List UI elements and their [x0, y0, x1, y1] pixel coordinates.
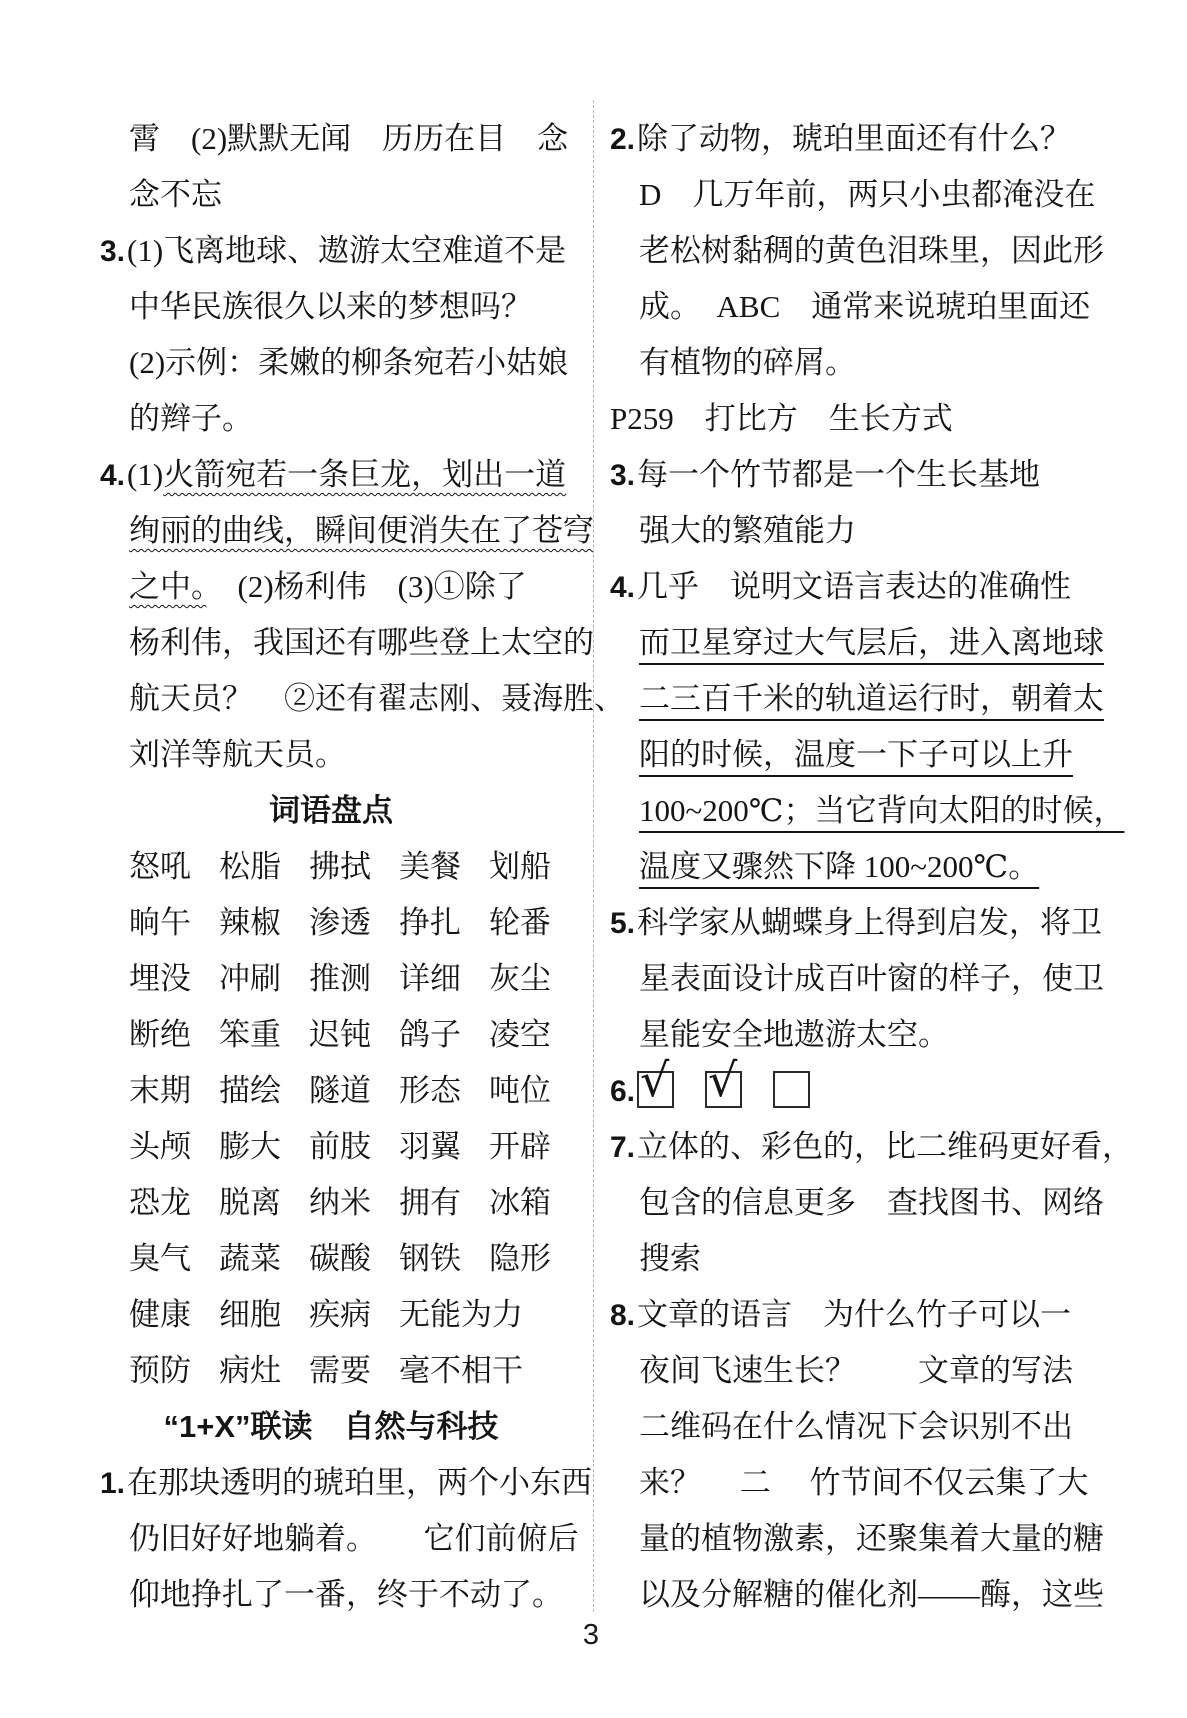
item-number: 8. [610, 1299, 636, 1332]
text-line [100, 1567, 562, 1623]
text-line [610, 279, 1090, 335]
text-segment: 每一个竹节都是一个生长基地 [637, 457, 1041, 492]
text-segment: 搜索 [639, 1241, 701, 1276]
word-item: 毫不相干 [399, 1353, 523, 1388]
item-number: 3. [100, 235, 126, 268]
word-item: 凌空 [489, 1017, 551, 1052]
text-line [100, 1119, 562, 1175]
column-divider [593, 100, 594, 1612]
word-item: 笨重 [219, 1017, 281, 1052]
word-item: 松脂 [219, 849, 281, 884]
text-line [100, 167, 562, 223]
word-item: 拥有 [399, 1185, 461, 1220]
word-item: 健康 [129, 1297, 191, 1332]
word-item: 隐形 [489, 1241, 551, 1276]
word-item: 纳米 [309, 1185, 371, 1220]
text-segment: 仰地挣扎了一番，终于不动了。 [129, 1577, 563, 1612]
text-line [610, 615, 1104, 671]
text-segment: 文章的语言 为什么竹子可以一 [637, 1297, 1072, 1332]
text-line [610, 1343, 1090, 1399]
text-line [100, 335, 569, 391]
text-line [100, 615, 594, 671]
text-line [100, 1231, 562, 1287]
text-segment: 有植物的碎屑。 [639, 345, 856, 380]
text-segment: 的辫子。 [129, 401, 253, 436]
checkbox-group [637, 1053, 841, 1108]
word-item: 头颅 [129, 1129, 191, 1164]
text-line [610, 1053, 1090, 1119]
text-line [610, 1231, 1090, 1287]
text-line [100, 447, 567, 503]
word-item: 描绘 [219, 1073, 281, 1108]
word-item: 详细 [399, 961, 461, 996]
text-line [100, 1287, 562, 1343]
text-line [100, 1063, 562, 1119]
word-item: 病灶 [219, 1353, 281, 1388]
text-segment: 仍旧好好地躺着。 它们前俯后 [129, 1521, 579, 1556]
word-item: 恐龙 [129, 1185, 191, 1220]
word-item: 灰尘 [489, 961, 551, 996]
item-number: 6. [610, 1075, 636, 1108]
text-line [610, 1455, 1090, 1511]
text-segment: (2)杨利伟 (3)①除了 [206, 569, 527, 604]
page-number: 3 [582, 1619, 600, 1651]
text-line [100, 223, 567, 279]
text-segment: 除了动物，琥珀里面还有什么？ [637, 121, 1072, 156]
text-segment: 来？ 二 竹节间不仅云集了大 [639, 1465, 1089, 1500]
item-number: 3. [610, 459, 636, 492]
text-line [610, 1287, 1090, 1343]
word-item: 迟钝 [309, 1017, 371, 1052]
text-segment: 100~200℃；当它背向太阳的时候， [639, 793, 1125, 828]
left-column [100, 111, 625, 1623]
checkbox [773, 1071, 810, 1108]
text-line [610, 1399, 1090, 1455]
checkbox [637, 1053, 674, 1108]
item-number: 5. [610, 907, 636, 940]
word-item: 冰箱 [489, 1185, 551, 1220]
text-line [100, 279, 562, 335]
text-line [610, 1175, 1104, 1231]
text-line [610, 839, 1090, 895]
text-line [610, 727, 1090, 783]
item-number: 4. [610, 571, 636, 604]
word-item: 臭气 [129, 1241, 191, 1276]
text-segment: 强大的繁殖能力 [639, 513, 856, 548]
word-item: 脱离 [219, 1185, 281, 1220]
word-item: 开辟 [489, 1129, 551, 1164]
text-line [610, 335, 1090, 391]
text-line [100, 1511, 579, 1567]
word-item: 划船 [489, 849, 551, 884]
text-segment: D 几万年前，两只小虫都淹没在 [639, 177, 1096, 212]
text-line [100, 1455, 593, 1511]
text-line [100, 671, 625, 727]
word-item: 冲刷 [219, 961, 281, 996]
checkmark-icon: √ [640, 1053, 670, 1107]
text-line [100, 111, 569, 167]
checkmark-icon: √ [708, 1053, 738, 1107]
word-item: 疾病 [309, 1297, 371, 1332]
text-segment: (1)飞离地球、遨游太空难道不是 [127, 233, 567, 268]
word-item: 推测 [309, 961, 371, 996]
text-segment: P259 打比方 生长方式 [610, 401, 953, 436]
word-item: 需要 [309, 1353, 371, 1388]
word-item: 晌午 [129, 905, 191, 940]
word-item: 碳酸 [309, 1241, 371, 1276]
text-segment: 星能安全地遨游太空。 [639, 1017, 949, 1052]
word-item: 隧道 [309, 1073, 371, 1108]
text-segment: 之中。 [129, 569, 207, 604]
text-segment: 刘洋等航天员。 [129, 737, 346, 772]
text-line [610, 951, 1104, 1007]
text-line [100, 391, 562, 447]
text-segment: 以及分解糖的催化剂——酶，这些 [639, 1577, 1104, 1612]
word-item: 钢铁 [399, 1241, 461, 1276]
item-number: 4. [100, 459, 126, 492]
word-item: 怒吼 [129, 849, 191, 884]
text-line [610, 559, 1090, 615]
word-item: 蔬菜 [219, 1241, 281, 1276]
text-line [100, 1399, 562, 1455]
text-segment: 立体的、彩色的，比二维码更好看， [637, 1129, 1134, 1164]
word-item: 辣椒 [219, 905, 281, 940]
text-segment: (1) [127, 457, 164, 492]
text-line [610, 391, 1090, 447]
text-segment: 中华民族很久以来的梦想吗？ [129, 289, 532, 324]
word-item: 细胞 [219, 1297, 281, 1332]
text-segment: 火箭宛若一条巨龙，划出一道 [163, 457, 567, 492]
text-segment: 包含的信息更多 查找图书、网络 [639, 1185, 1104, 1220]
word-item: 形态 [399, 1073, 461, 1108]
word-item: 鸽子 [399, 1017, 461, 1052]
text-segment: 二维码在什么情况下会识别不出 [639, 1409, 1073, 1444]
text-segment: 而卫星穿过大气层后，进入离地球 [639, 625, 1104, 660]
text-segment: 念不忘 [129, 177, 222, 212]
word-item: 美餐 [399, 849, 461, 884]
text-line [610, 223, 1104, 279]
text-segment: 绚丽的曲线，瞬间便消失在了苍穹 [129, 513, 594, 548]
text-line [610, 1119, 1134, 1175]
word-item: 挣扎 [399, 905, 461, 940]
text-segment: 几乎 说明文语言表达的准确性 [637, 569, 1072, 604]
text-line [100, 1175, 562, 1231]
word-item: 拂拭 [309, 849, 371, 884]
text-line [100, 503, 594, 559]
word-item: 断绝 [129, 1017, 191, 1052]
word-item: 渗透 [309, 905, 371, 940]
text-segment: 温度又骤然下降 100~200℃。 [639, 849, 1040, 884]
word-item: 轮番 [489, 905, 551, 940]
text-segment: 夜间飞速生长？ 文章的写法 [639, 1353, 1073, 1388]
text-segment: 霄 (2)默默无闻 历历在目 念 [129, 121, 569, 156]
text-segment: 词语盘点 [269, 793, 393, 828]
text-line [100, 951, 562, 1007]
text-segment: 成。 ABC 通常来说琥珀里面还 [639, 289, 1091, 324]
text-line [610, 671, 1104, 727]
text-line [610, 783, 1125, 839]
word-item: 膨大 [219, 1129, 281, 1164]
right-column [610, 111, 1134, 1623]
text-line [100, 559, 562, 615]
word-item: 无能为力 [399, 1297, 523, 1332]
text-segment: 在那块透明的琥珀里，两个小东西 [127, 1465, 593, 1500]
text-line [610, 111, 1090, 167]
word-item: 预防 [129, 1353, 191, 1388]
word-item: 埋没 [129, 961, 191, 996]
item-number: 7. [610, 1131, 636, 1164]
text-line [100, 1343, 562, 1399]
text-segment: 量的植物激素，还聚集着大量的糖 [639, 1521, 1104, 1556]
text-segment: 科学家从蝴蝶身上得到启发，将卫 [637, 905, 1103, 940]
text-segment: 阳的时候，温度一下子可以上升 [639, 737, 1073, 772]
text-line [610, 895, 1103, 951]
word-item: 羽翼 [399, 1129, 461, 1164]
word-item: 前肢 [309, 1129, 371, 1164]
text-line [100, 1007, 562, 1063]
item-number: 2. [610, 123, 636, 156]
text-line [100, 839, 562, 895]
text-segment: 二三百千米的轨道运行时，朝着太 [639, 681, 1104, 716]
text-line [610, 1511, 1104, 1567]
text-line [610, 1007, 1090, 1063]
word-item: 末期 [129, 1073, 191, 1108]
text-line [100, 727, 562, 783]
text-line [610, 167, 1096, 223]
text-segment: 老松树黏稠的黄色泪珠里，因此形 [639, 233, 1104, 268]
checkbox [705, 1053, 742, 1108]
text-line [100, 783, 562, 839]
text-segment: “1+X”联读 自然与科技 [163, 1409, 499, 1444]
text-line [610, 1567, 1104, 1623]
item-number: 1. [100, 1467, 126, 1500]
text-line [610, 447, 1090, 503]
text-line [610, 503, 1090, 559]
word-item: 吨位 [489, 1073, 551, 1108]
text-segment: 杨利伟，我国还有哪些登上太空的 [129, 625, 594, 660]
text-segment: (2)示例：柔嫩的柳条宛若小姑娘 [129, 345, 569, 380]
text-segment: 星表面设计成百叶窗的样子，使卫 [639, 961, 1104, 996]
text-line [100, 895, 562, 951]
text-segment: 航天员？ ②还有翟志刚、聂海胜、 [129, 681, 625, 716]
